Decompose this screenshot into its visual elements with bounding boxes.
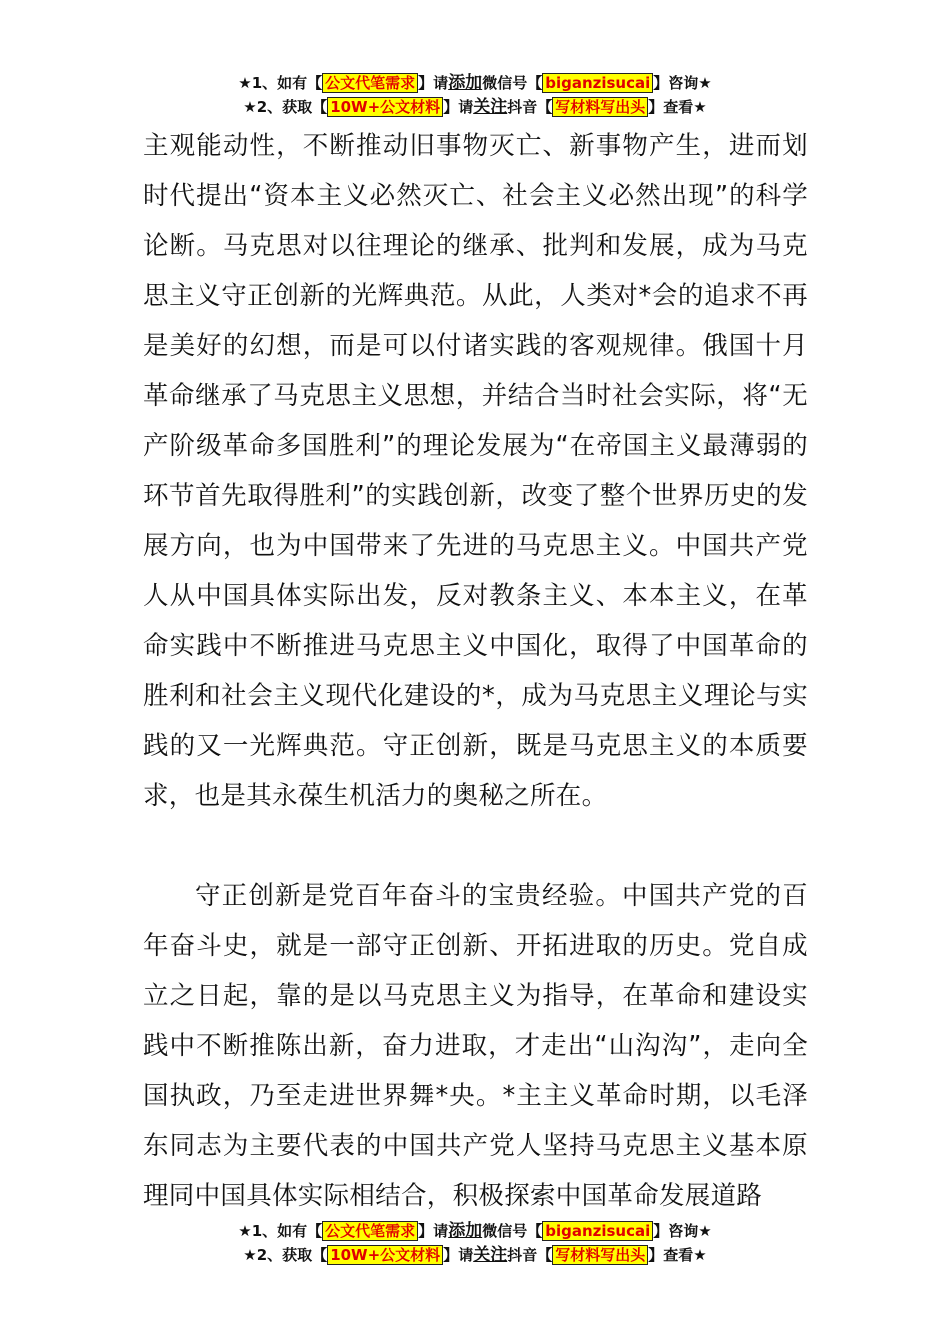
promo-emphasis: 添加	[448, 73, 483, 93]
promo-line-2	[0, 1243, 950, 1267]
promo-text: ★2、获取【	[243, 1246, 328, 1264]
promo-text: 】查看★	[648, 1246, 707, 1264]
promo-emphasis: 添加	[448, 1221, 483, 1241]
promo-text: 】请	[418, 1222, 449, 1240]
promo-highlight: biganzisucai	[542, 73, 653, 93]
promo-text: 抖音【	[507, 98, 553, 116]
promo-text: ★2、获取【	[243, 98, 328, 116]
promo-text: ★1、如有【	[238, 74, 323, 92]
paragraph-spacer	[143, 821, 808, 871]
promo-highlight: 写材料写出头	[552, 97, 648, 117]
promo-highlight: 10W+公文材料	[327, 1245, 443, 1265]
promo-highlight: biganzisucai	[542, 1221, 653, 1241]
promo-text: 】查看★	[648, 98, 707, 116]
promo-emphasis: 关注	[473, 1245, 508, 1265]
promo-text: 】请	[443, 98, 474, 116]
bottom-promo-banner	[0, 1219, 950, 1267]
promo-text: 微信号【	[482, 1222, 543, 1240]
promo-text: 】请	[418, 74, 449, 92]
promo-highlight: 写材料写出头	[552, 1245, 648, 1265]
promo-line-1	[0, 71, 950, 95]
body-paragraph-1: 主观能动性，不断推动旧事物灭亡、新事物产生，进而划时代提出“资本主义必然灭亡、社会主义必然出现”的科学论断。马克思对以往理论的继承、批判和发展，成为马克思主义守正创新的光辉典范。从此，人类对*会的追求不再是美好的幻想，而是可以付诸实践的客观规律。俄国十月革命继承了马克思主义思想，并结合当时社会实际，将“无产阶级革命多国胜利”的理论发展为“在帝国主义最薄弱的环节首先取得胜利”的实践创新，改变了整个世界历史的发展方向，也为中国带来了先进的马克思主义。中国共产党人从中国具体实际出发，反对教条主义、本本主义，在革命实践中不断推进马克思主义中国化，取得了中国革命的胜利和社会主义现代化建设的*，成为马克思主义理论与实践的又一光辉典范。守正创新，既是马克思主义的本质要求，也是其永葆生机活力的奥秘之所在。	[143, 131, 808, 811]
promo-text: 】咨询★	[653, 74, 712, 92]
document-body	[143, 121, 808, 1221]
body-paragraph-2: 守正创新是党百年奋斗的宝贵经验。中国共产党的百年奋斗史，就是一部守正创新、开拓进取的历史。党自成立之日起，靠的是以马克思主义为指导，在革命和建设实践中不断推陈出新，奋力进取，才走出“山沟沟”，走向全国执政，乃至走进世界舞*央。*主主义革命时期，以毛泽东同志为主要代表的中国共产党人坚持马克思主义基本原理同中国具体实际相结合，积极探索中国革命发展道路	[143, 881, 808, 1211]
promo-line-1	[0, 1219, 950, 1243]
promo-highlight: 公文代笔需求	[322, 73, 418, 93]
promo-text: 抖音【	[507, 1246, 553, 1264]
promo-text: 】咨询★	[653, 1222, 712, 1240]
promo-highlight: 公文代笔需求	[322, 1221, 418, 1241]
promo-text: ★1、如有【	[238, 1222, 323, 1240]
promo-text: 微信号【	[482, 74, 543, 92]
promo-highlight: 10W+公文材料	[327, 97, 443, 117]
promo-line-2	[0, 95, 950, 119]
promo-text: 】请	[443, 1246, 474, 1264]
top-promo-banner	[0, 71, 950, 119]
promo-emphasis: 关注	[473, 97, 508, 117]
